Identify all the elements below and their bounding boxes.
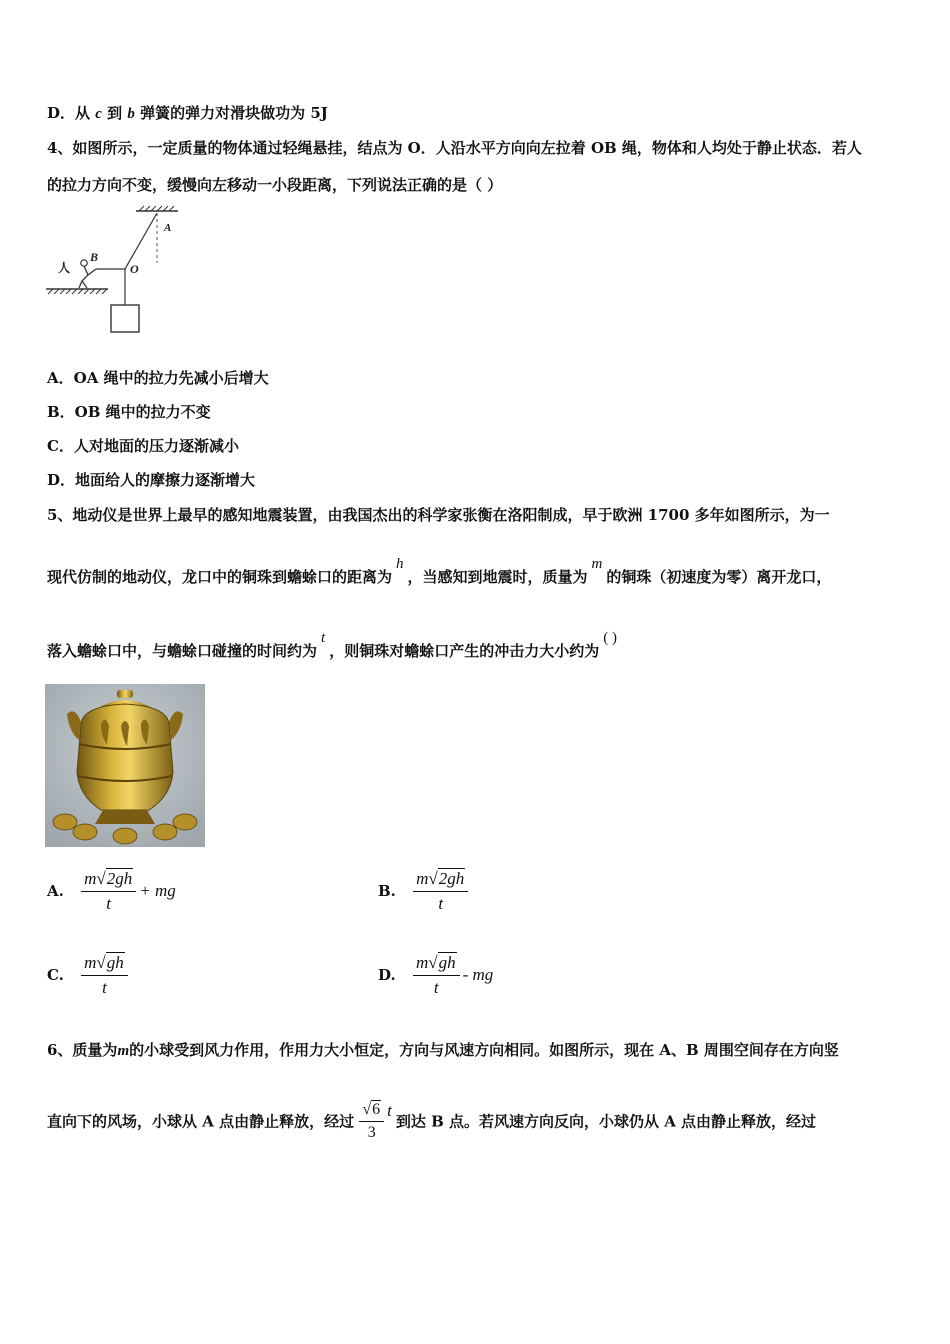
q6-line2-part2: 到达 B 点。若风速方向反向，小球仍从 A 点由静止释放，经过 [395, 1112, 817, 1131]
q5-option-d-radicand: gh [438, 953, 456, 972]
q3-d-mid: 到 [107, 104, 123, 122]
q5-option-b-m: m [416, 869, 429, 888]
q4-stem-line1: 4、如图所示，一定质量的物体通过轻绳悬挂，结点为 O．人沿水平方向向左拉着 OB 绳，物体和人均处于静止状态．若人 [47, 139, 862, 157]
q5-option-c-den: t [102, 978, 107, 997]
q5-option-d-label: D. [378, 966, 396, 984]
q6-stem-line1 [47, 1039, 839, 1060]
q5-option-d-den: t [433, 978, 439, 997]
q4-figure-label-a: A [164, 222, 172, 234]
q5-option-c-label: C. [47, 966, 64, 984]
q5-option-a-label: A. [47, 882, 64, 900]
q5-line3-part1: 落入蟾蜍口中，与蟾蜍口碰撞的时间约为 [47, 642, 318, 660]
q5-line2-part1: 现代仿制的地动仪，龙口中的铜珠到蟾蜍口的距离为 [47, 568, 393, 586]
q4-figure-label-b: B [90, 250, 99, 264]
q5-option-a [47, 868, 176, 914]
q3-option-d [47, 102, 328, 123]
q5-option-d-tail: - mg [462, 965, 494, 984]
q5-option-d [378, 952, 493, 998]
q3-d-var-b: b [127, 106, 135, 122]
q4-figure-label-person: 人 [58, 261, 71, 275]
q5-line2-part3: 的铜珠（初速度为零）离开龙口， [606, 568, 832, 586]
q4-figure [44, 205, 184, 337]
q4-option-c: C．人对地面的压力逐渐减小 [47, 437, 239, 455]
q5-option-b-radicand: 2gh [438, 869, 465, 888]
q5-option-b-label: B. [378, 882, 396, 900]
q5-option-d-fraction: $\frac{m√gh}{t}$ [413, 952, 460, 998]
q5-option-a-tail: + mg [139, 881, 176, 900]
q5-answer-paren: ( ) [603, 630, 617, 646]
q5-option-a-fraction: $\frac{m√2gh}{t}$ [81, 868, 136, 914]
q6-frac-den: 3 [367, 1124, 376, 1141]
q6-fraction: $\frac{√6}{3}$ [359, 1100, 384, 1142]
q5-line2-part2: ，当感知到地震时，质量为 [407, 568, 588, 586]
q5-option-c-radicand: gh [106, 953, 124, 972]
q4-option-d: D．地面给人的摩擦力逐渐增大 [47, 471, 256, 489]
q4-stem-line2: 的拉力方向不变，缓慢向左移动一小段距离，下列说法正确的是（ ） [47, 176, 503, 194]
q4-option-a: A．OA 绳中的拉力先减小后增大 [47, 369, 269, 387]
q6-line1-part1: 6、质量为 [47, 1041, 118, 1059]
q5-option-a-radicand: 2gh [106, 869, 133, 888]
q6-var-m: m [117, 1043, 130, 1059]
q5-option-a-m: m [84, 869, 97, 888]
q6-line2-part1: 直向下的风场，小球从 A 点由静止释放，经过 [47, 1112, 355, 1131]
q5-option-d-m: m [415, 953, 429, 972]
q3-d-var-c: c [95, 106, 102, 122]
q6-stem-line2 [47, 1100, 816, 1142]
q4-figure-label-o: O [130, 262, 139, 276]
q4-option-b: B．OB 绳中的拉力不变 [47, 403, 211, 421]
q5-line3-part2: ，则铜珠对蟾蜍口产生的冲击力大小约为 [329, 642, 600, 660]
q5-option-c [47, 952, 128, 998]
q5-stem-line3 [47, 630, 621, 661]
q5-option-c-m: m [84, 953, 97, 972]
q6-line1-part2: 的小球受到风力作用，作用力大小恒定，方向与风速方向相同。如图所示，现在 A、B 周围空间存在方向竖 [129, 1041, 839, 1059]
q5-option-b-den: t [438, 894, 444, 913]
q5-stem-line1: 5、地动仪是世界上最早的感知地震装置，由我国杰出的科学家张衡在洛阳制成，早于欧洲 1700 多年如图所示，为一 [47, 506, 830, 524]
q5-stem-line2 [47, 556, 832, 587]
q3-d-prefix: D．从 [47, 104, 91, 122]
q5-option-a-den: t [106, 894, 112, 913]
q5-option-b [378, 868, 468, 914]
q5-var-m: m [591, 556, 603, 572]
seismograph-image [45, 684, 205, 847]
q5-option-c-fraction: $\frac{m√gh}{t}$ [81, 952, 128, 998]
q6-frac-var: t [387, 1101, 392, 1120]
q6-frac-radicand: 6 [372, 1101, 381, 1118]
q3-d-suffix: 弹簧的弹力对滑块做功为 5J [140, 104, 328, 122]
q5-option-b-fraction: $\frac{m√2gh}{t}$ [413, 868, 468, 914]
q5-var-h: h [396, 556, 404, 572]
q5-var-t: t [321, 630, 326, 646]
